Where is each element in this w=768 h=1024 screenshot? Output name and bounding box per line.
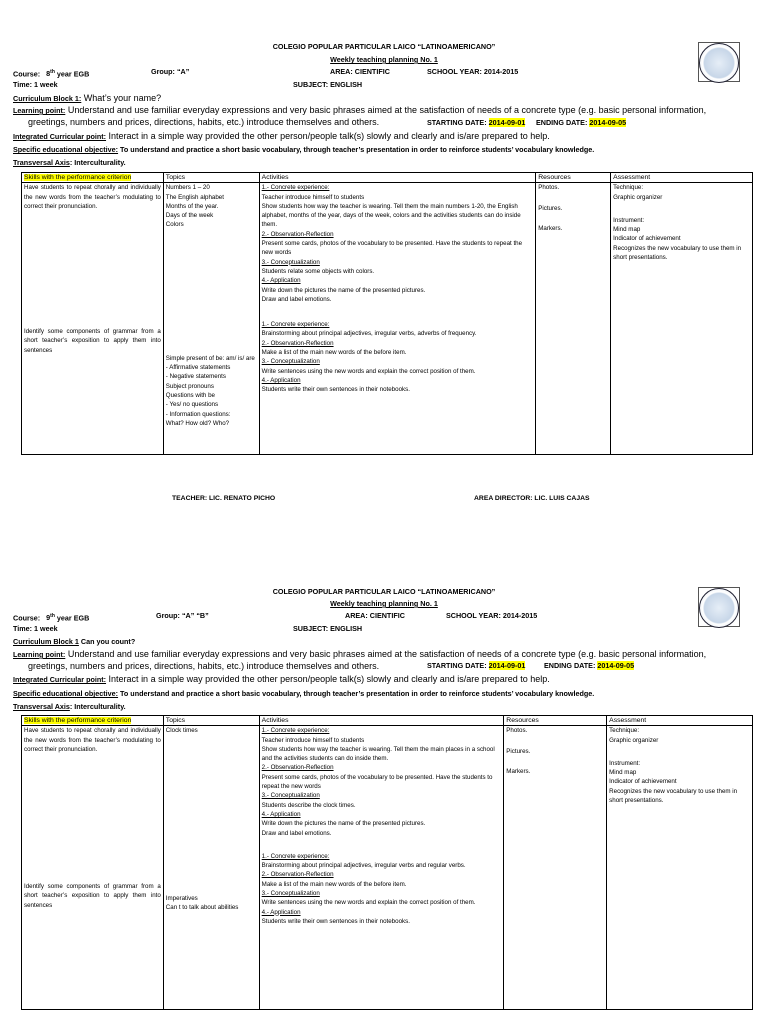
learning-value-2: greetings, numbers and prices, directions, habits, etc.) introduce themselves and others. (28, 117, 380, 127)
course: Course: 8th year EGB (13, 69, 90, 79)
area: AREA: CIENTIFIC (345, 611, 405, 620)
topic-item: Numbers 1 – 20 (165, 184, 210, 192)
group: Group: “A” “B” (156, 611, 209, 620)
assessment-cell: Technique: Graphic organizer Instrument: Mind map Indicator of achievement Recognizes the new vocabulary to use them in short presentations. (607, 726, 753, 1010)
director-signature: AREA DIRECTOR: LIC. LUIS CAJAS (474, 495, 590, 502)
topic-item: Colors (165, 221, 184, 229)
topic-item: - Affirmative statements (165, 364, 231, 372)
integrated-label: Integrated Curricular point: (13, 675, 107, 684)
time: Time: 1 week (13, 624, 58, 633)
topic-item: Imperatives (165, 894, 198, 902)
header-resources: Resources (504, 716, 607, 726)
group: Group: “A” (151, 67, 190, 76)
integrated-value: Interact in a simple way provided the other person/people talk(s) slowly and clearly and is/are prepared to help. (106, 674, 550, 684)
skill-1: Have students to repeat chorally and individually the new words from the teacher’s modulating to correct their pronunciation. (24, 727, 161, 753)
school-year: SCHOOL YEAR: 2014-2015 (446, 611, 538, 620)
topic-item: - Yes/ no questions (165, 401, 219, 409)
course: Course: 9th year EGB (13, 613, 90, 623)
activities-cell: 1.- Concrete experience: Teacher introduce himself to students Show students how way the teacher is wearing. Tell them the main numbers 1-20, the English alphabet, months of the year, days of the week, colors and the activities students can do inside them. 2.- Observation-Reflection Present some cards, photos of the vocabulary to be presented. Have the students to repeat the new words 3.- Conceptualization Students relate some objects with colors. 4.- Application Write down the pictures the name of the presented pictures. Draw and label emotions. 1.- Concrete experience: Brainstorming about principal adjectives, irregular verbs, adverbs of frequency. 2.- Observation-Reflection Make a list of the main new words of the before item. 3.- Conceptualization Write sentences using the new words and explain the correct position of them. 4.- Application Students write their own sentences in their notebooks. (259, 183, 536, 455)
header-activities: Activities (259, 173, 536, 183)
transversal-value: : Interculturality. (69, 158, 126, 167)
topic-item: Clock times (165, 727, 198, 735)
header-skills: Skills with the performance criterion (24, 717, 132, 724)
ending-date: ENDING DATE: 2014-09-05 (544, 661, 635, 670)
topic-item: Simple present of be: am/ is/ are (165, 354, 255, 362)
transversal-label: Transversal Axis (13, 158, 70, 167)
school-year: SCHOOL YEAR: 2014-2015 (427, 67, 519, 76)
subject: SUBJECT: ENGLISH (293, 80, 363, 89)
header-assessment: Assessment (607, 716, 753, 726)
resources-cell: Photos. Pictures. Markers. (504, 726, 607, 1010)
assessment-cell: Technique: Graphic organizer Instrument: Mind map Indicator of achievement Recognizes the new vocabulary to use them in short presentations. (611, 183, 753, 455)
topic-item: - Negative statements (165, 373, 226, 381)
school-name: COLEGIO POPULAR PARTICULAR LAICO “LATINOAMERICANO” (272, 42, 496, 51)
ending-date: ENDING DATE: 2014-09-05 (536, 118, 627, 127)
plan-table (21, 715, 753, 1010)
teacher-signature: TEACHER: LIC. RENATO PICHO (172, 495, 276, 502)
starting-date: STARTING DATE: 2014-09-01 (427, 661, 526, 670)
table-header-row (22, 716, 753, 726)
topic-item: The English alphabet (165, 193, 224, 201)
learning-label: Learning point: (13, 106, 66, 115)
learning-label: Learning point: (13, 650, 66, 659)
skill-1: Have students to repeat chorally and individually the new words from the teacher’s modulating to correct their pronunciation. (24, 184, 161, 210)
header-activities: Activities (259, 716, 504, 726)
header-topics: Topics (163, 173, 259, 183)
integrated-value: Interact in a simple way provided the other person/people talk(s) slowly and clearly and is/are prepared to help. (106, 131, 550, 141)
topic-item: Subject pronouns (165, 382, 214, 390)
specific-label: Specific educational objective: (13, 145, 119, 154)
transversal-value: : Interculturality. (69, 702, 126, 711)
table-row (22, 726, 753, 1010)
planning-title: Weekly teaching planning No. 1 (330, 55, 438, 64)
planning-title: Weekly teaching planning No. 1 (330, 599, 438, 608)
specific-value: To understand and practice a short basic vocabulary, through teacher’s presentation in order to reinforce students’ vocabulary knowledge. (118, 145, 595, 154)
learning-value-2: greetings, numbers and prices, directions, habits, etc.) introduce themselves and others. (28, 661, 380, 671)
resources-cell: Photos. Pictures. Markers. (536, 183, 611, 455)
skill-2: Identify some components of grammar from a short teacher’s exposition to apply them into sentences (24, 883, 161, 909)
learning-value: Understand and use familiar everyday expressions and very basic phrases aimed at the satisfaction of needs of a concrete type (e.g. basic personal information, (65, 649, 707, 659)
time: Time: 1 week (13, 80, 58, 89)
area: AREA: CIENTIFIC (330, 67, 390, 76)
curriculum-value: What’s your name? (81, 93, 162, 103)
header-resources: Resources (536, 173, 611, 183)
topic-item: Months of the year. (165, 202, 219, 210)
specific-label: Specific educational objective: (13, 689, 119, 698)
specific-value: To understand and practice a short basic vocabulary, through teacher’s presentation in order to reinforce students’ vocabulary knowledge. (118, 689, 595, 698)
starting-date: STARTING DATE: 2014-09-01 (427, 118, 526, 127)
curriculum-value: Can you count? (78, 637, 136, 646)
school-name: COLEGIO POPULAR PARTICULAR LAICO “LATINOAMERICANO” (272, 587, 496, 596)
header-topics: Topics (163, 716, 259, 726)
header-assessment: Assessment (611, 173, 753, 183)
header-skills: Skills with the performance criterion (24, 174, 132, 181)
curriculum-label: Curriculum Block 1 (13, 637, 79, 646)
topic-item: - Information questions: (165, 410, 231, 418)
topic-item: Questions with be (165, 391, 215, 399)
activities-cell: 1.- Concrete experience: Teacher introduce himself to students Show students how way the teacher is wearing. Tell them the main places in a school and the activities students can do inside them. 2.- Observation-Reflection Present some cards, photos of the vocabulary to be presented. Have the students to repeat the new words 3.- Conceptualization Students describe the clock times. 4.- Application Write down the pictures the name of the presented pictures. Draw and label emotions. 1.- Concrete experience: Brainstorming about principal adjectives, irregular verbs and regular verbs. 2.- Observation-Reflection Make a list of the main new words of the before item. 3.- Conceptualization Write sentences using the new words and explain the correct position of them. 4.- Application Students write their own sentences in their notebooks. (259, 726, 504, 1010)
learning-value: Understand and use familiar everyday expressions and very basic phrases aimed at the satisfaction of needs of a concrete type (e.g. basic personal information, (65, 105, 707, 115)
topic-item: Can t to talk about abilities (165, 903, 239, 911)
subject: SUBJECT: ENGLISH (293, 624, 363, 633)
curriculum-label: Curriculum Block 1: (13, 94, 82, 103)
skill-2: Identify some components of grammar from a short teacher’s exposition to apply them into sentences (24, 328, 161, 354)
topic-item: What? How old? Who? (165, 419, 230, 427)
integrated-label: Integrated Curricular point: (13, 132, 107, 141)
transversal-label: Transversal Axis (13, 702, 70, 711)
topic-item: Days of the week (165, 212, 214, 220)
